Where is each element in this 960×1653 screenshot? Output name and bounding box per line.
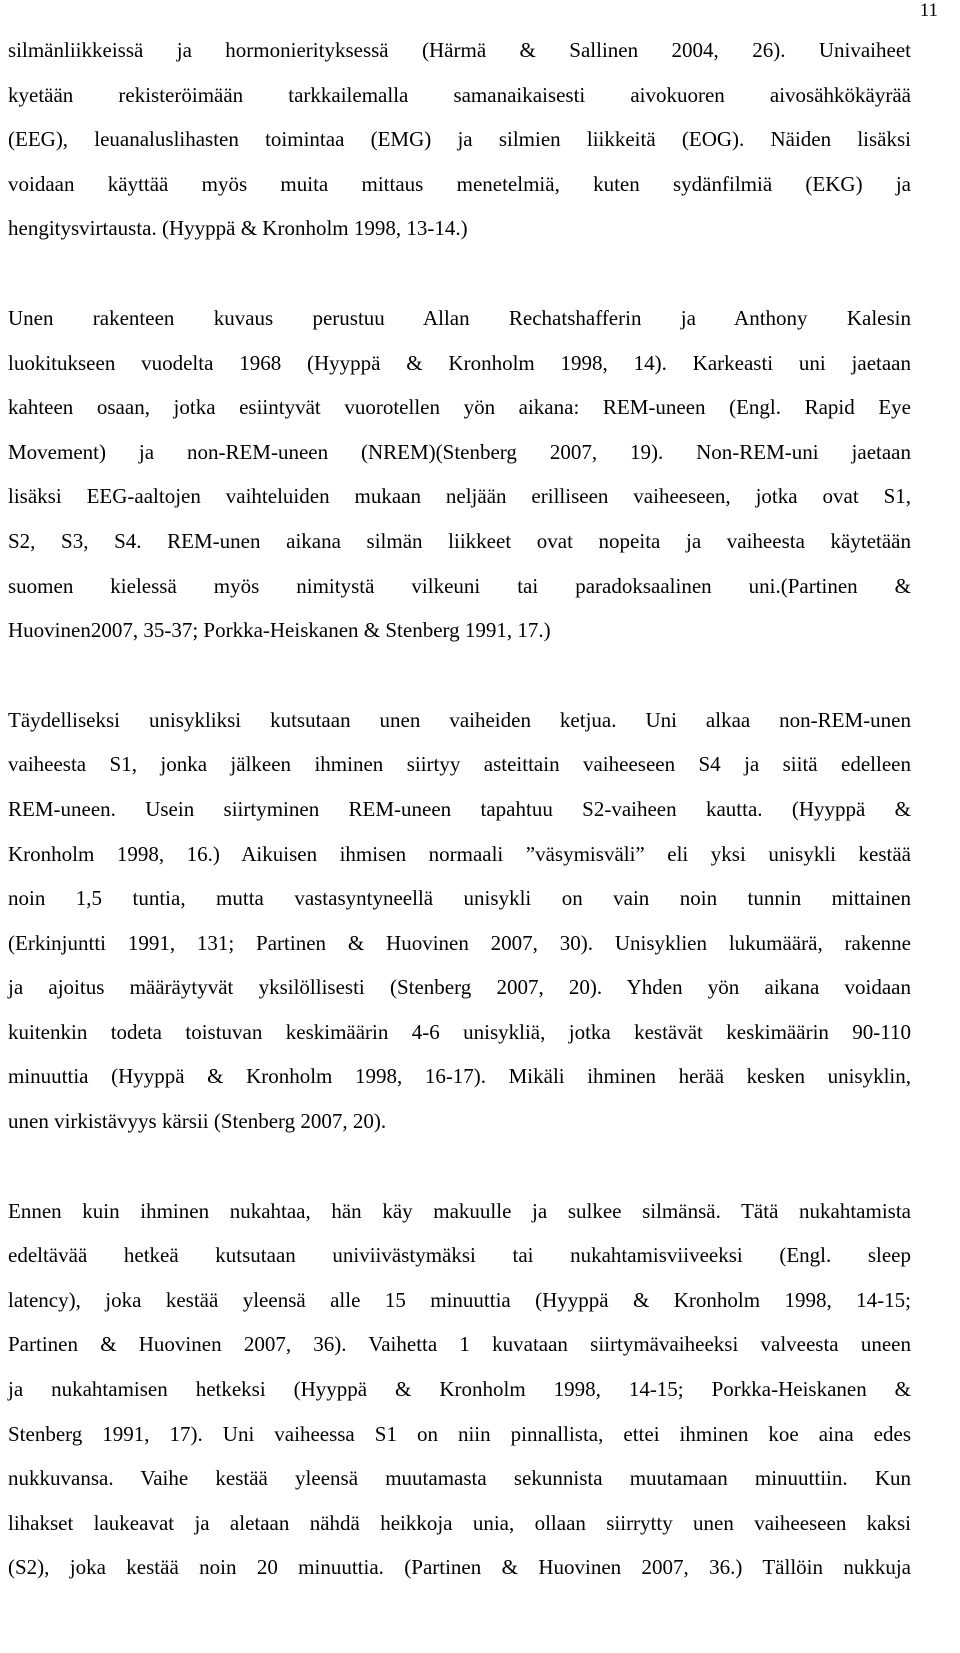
text-line: kuitenkin todeta toistuvan keskimäärin 4-6 unisykliä, jotka kestävät keskimäärin 90-110	[8, 1019, 911, 1044]
text-line: Huovinen2007, 35-37; Porkka-Heiskanen & Stenberg 1991, 17.)	[8, 618, 551, 643]
paragraph-2	[8, 296, 911, 653]
text-line: noin 1,5 tuntia, mutta vastasyntyneellä unisykli on vain noin tunnin mittainen	[8, 886, 911, 911]
text-line: ja nukahtamisen hetkeksi (Hyyppä & Kronholm 1998, 14-15; Porkka-Heiskanen &	[8, 1377, 911, 1402]
paragraph-3	[8, 698, 911, 1144]
text-line: edeltävää hetkeä kutsutaan univiivästymäksi tai nukahtamisviiveeksi (Engl. sleep	[8, 1243, 911, 1268]
text-line: nukkuvansa. Vaihe kestää yleensä muutamasta sekunnista muutamaan minuuttiin. Kun	[8, 1466, 911, 1491]
text-line: ja ajoitus määräytyvät yksilöllisesti (Stenberg 2007, 20). Yhden yön aikana voidaan	[8, 975, 911, 1000]
text-line: silmänliikkeissä ja hormonierityksessä (Härmä & Sallinen 2004, 26). Univaiheet	[8, 38, 911, 62]
text-line: Stenberg 1991, 17). Uni vaiheessa S1 on niin pinnallista, ettei ihminen koe aina edes	[8, 1421, 911, 1446]
text-line: Täydelliseksi unisykliksi kutsutaan unen vaiheiden ketjua. Uni alkaa non-REM-unen	[8, 707, 911, 732]
text-line: REM-uneen. Usein siirtyminen REM-uneen tapahtuu S2-vaiheen kautta. (Hyyppä &	[8, 796, 911, 821]
text-line: suomen kielessä myös nimitystä vilkeuni tai paradoksaalinen uni.(Partinen &	[8, 573, 911, 598]
text-line: luokitukseen vuodelta 1968 (Hyyppä & Kronholm 1998, 14). Karkeasti uni jaetaan	[8, 350, 911, 375]
text-line: S2, S3, S4. REM-unen aikana silmän liikkeet ovat nopeita ja vaiheesta käytetään	[8, 528, 911, 553]
text-line: Kronholm 1998, 16.) Aikuisen ihmisen normaali ”väsymisväli” eli yksi unisykli kestää	[8, 841, 911, 866]
text-line: vaiheesta S1, jonka jälkeen ihminen siirtyy asteittain vaiheeseen S4 ja siitä edelleen	[8, 752, 911, 777]
page-number: 11	[919, 0, 938, 21]
text-line: (Erkinjuntti 1991, 131; Partinen & Huovinen 2007, 30). Unisyklien lukumäärä, rakenne	[8, 930, 911, 955]
text-line: kyetään rekisteröimään tarkkailemalla samanaikaisesti aivokuoren aivosähkökäyrää	[8, 82, 911, 107]
text-line: (S2), joka kestää noin 20 minuuttia. (Partinen & Huovinen 2007, 36.) Tällöin nukkuja	[8, 1555, 911, 1580]
text-line: lihakset laukeavat ja aletaan nähdä heikkoja unia, ollaan siirrytty unen vaiheeseen kaksi	[8, 1510, 911, 1535]
paragraph-1	[8, 28, 911, 251]
text-line: Ennen kuin ihminen nukahtaa, hän käy makuulle ja sulkee silmänsä. Tätä nukahtamista	[8, 1198, 911, 1223]
text-line: hengitysvirtausta. (Hyyppä & Kronholm 1998, 13-14.)	[8, 216, 468, 241]
text-line: Partinen & Huovinen 2007, 36). Vaihetta 1 kuvataan siirtymävaiheeksi valveesta uneen	[8, 1332, 911, 1357]
document-body	[8, 28, 911, 1590]
text-line: lisäksi EEG-aaltojen vaihteluiden mukaan neljään erilliseen vaiheeseen, jotka ovat S1,	[8, 484, 911, 509]
text-line: latency), joka kestää yleensä alle 15 minuuttia (Hyyppä & Kronholm 1998, 14-15;	[8, 1287, 911, 1312]
text-line: minuuttia (Hyyppä & Kronholm 1998, 16-17). Mikäli ihminen herää kesken unisyklin,	[8, 1064, 911, 1089]
text-line: kahteen osaan, jotka esiintyvät vuorotellen yön aikana: REM-uneen (Engl. Rapid Eye	[8, 395, 911, 420]
text-line: Unen rakenteen kuvaus perustuu Allan Rechatshafferin ja Anthony Kalesin	[8, 305, 911, 330]
text-line: Movement) ja non-REM-uneen (NREM)(Stenberg 2007, 19). Non-REM-uni jaetaan	[8, 439, 911, 464]
text-line: voidaan käyttää myös muita mittaus menetelmiä, kuten sydänfilmiä (EKG) ja	[8, 171, 911, 196]
paragraph-4	[8, 1189, 911, 1590]
text-line: unen virkistävyys kärsii (Stenberg 2007, 20).	[8, 1109, 387, 1134]
text-line: (EEG), leuanaluslihasten toimintaa (EMG) ja silmien liikkeitä (EOG). Näiden lisäksi	[8, 127, 911, 152]
